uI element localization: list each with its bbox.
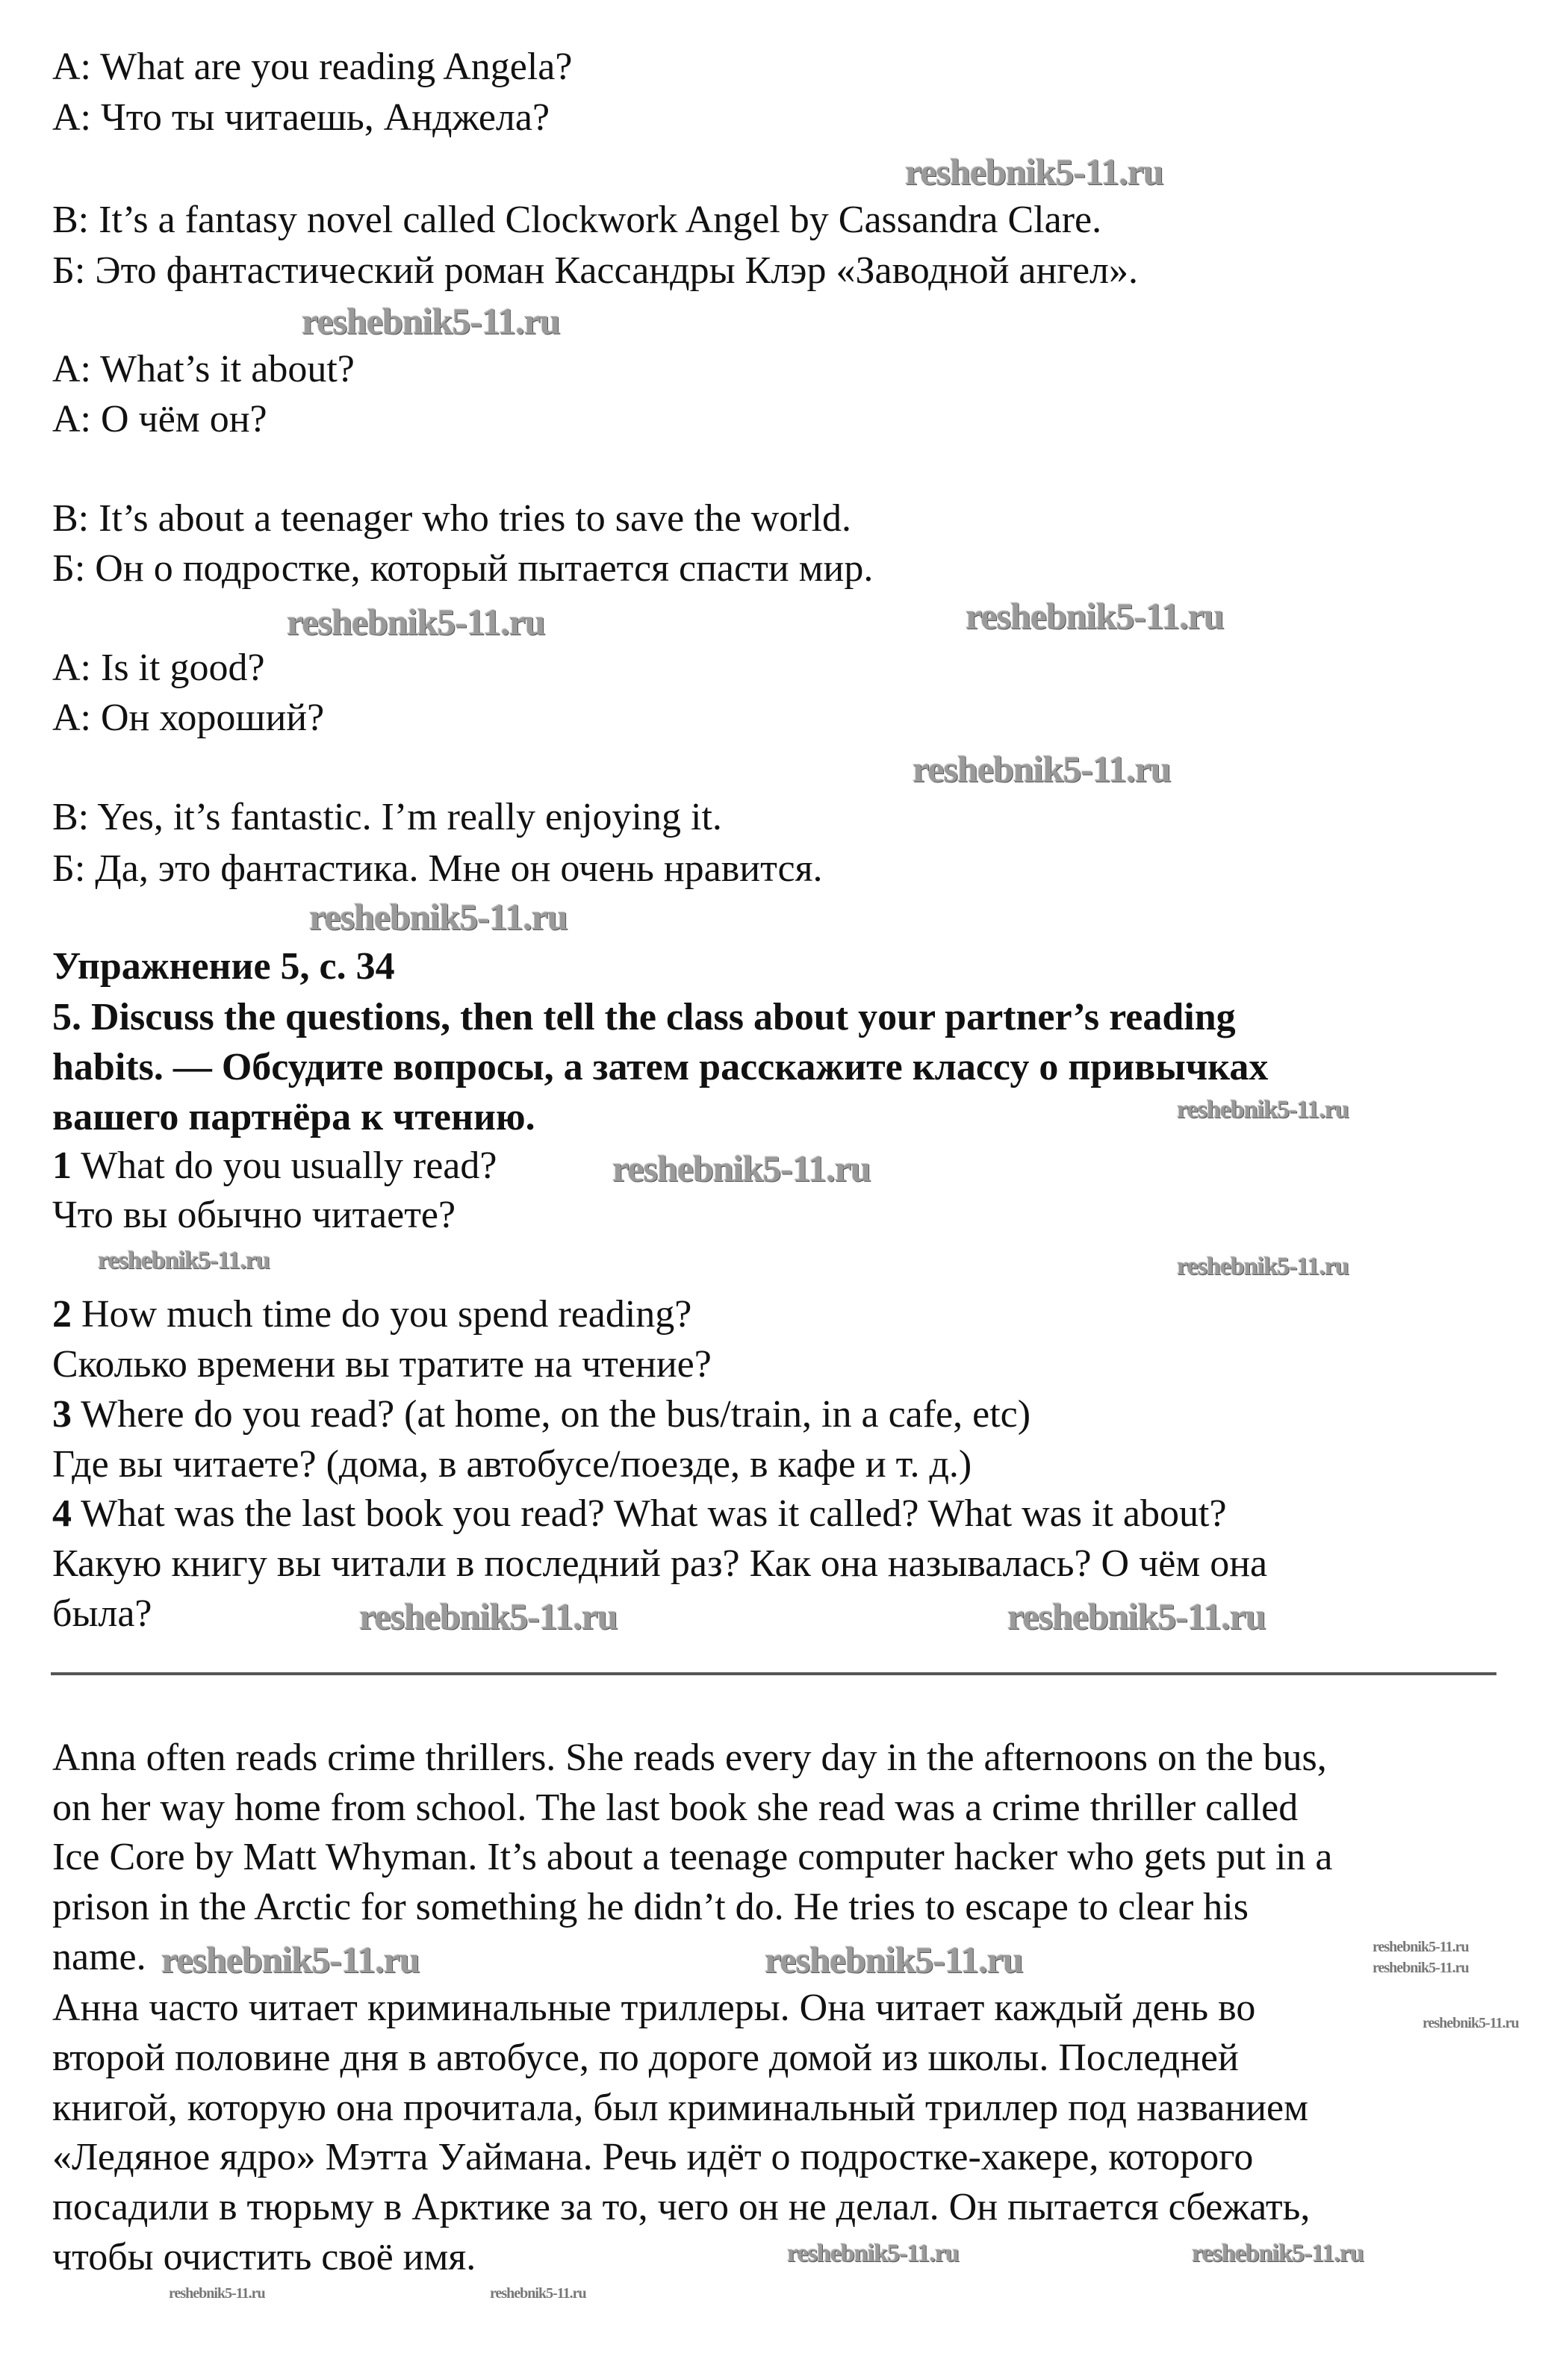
dialogue-line: B: It’s about a teenager who tries to save the world. — [52, 497, 852, 540]
question-text: What do you usually read? — [81, 1144, 497, 1187]
question-2 — [52, 1292, 691, 1337]
dialogue-line: Б: Он о подростке, который пытается спасти мир. — [52, 547, 874, 590]
watermark: reshebnik5-11.ru — [309, 896, 568, 938]
question-number: 1 — [52, 1144, 72, 1187]
question-2-ru: Сколько времени вы тратите на чтение? — [52, 1343, 712, 1386]
question-text: How much time do you spend reading? — [81, 1293, 692, 1336]
watermark: reshebnik5-11.ru — [966, 595, 1224, 637]
dialogue-line: А: О чём он? — [52, 398, 267, 440]
watermark: reshebnik5-11.ru — [1373, 1960, 1469, 1976]
exercise-task: 5. Discuss the questions, then tell the class about your partner’s reading — [52, 996, 1236, 1038]
question-text: Where do you read? (at home, on the bus/train, in a cafe, etc) — [81, 1393, 1031, 1436]
exercise-heading: Упражнение 5, с. 34 — [52, 945, 395, 988]
answer-en-line: on her way home from school. The last book she read was a crime thriller called — [52, 1786, 1299, 1829]
question-number: 3 — [52, 1393, 72, 1436]
exercise-task: вашего партнёра к чтению. — [52, 1096, 535, 1138]
answer-ru-line: посадили в тюрьму в Арктике за то, чего он не делал. Он пытается сбежать, — [52, 2186, 1311, 2228]
watermark: reshebnik5-11.ru — [161, 1939, 420, 1981]
question-4 — [52, 1492, 1227, 1536]
watermark: reshebnik5-11.ru — [98, 1247, 270, 1274]
dialogue-line: А: Что ты читаешь, Анджела? — [52, 96, 550, 139]
answer-en-line: Ice Core by Matt Whyman. It’s about a teenage computer hacker who gets put in a — [52, 1836, 1333, 1878]
watermark: reshebnik5-11.ru — [1007, 1595, 1266, 1637]
watermark: reshebnik5-11.ru — [490, 2285, 586, 2302]
answer-ru-line: чтобы очистить своё имя. — [52, 2236, 476, 2278]
divider — [51, 1672, 1496, 1675]
answer-ru-line: «Ледяное ядро» Мэтта Уаймана. Речь идёт о подростке-хакере, которого — [52, 2136, 1254, 2178]
question-text: What was the last book you read? What was it called? What was it about? — [81, 1492, 1227, 1535]
watermark: reshebnik5-11.ru — [1423, 2015, 1519, 2031]
watermark: reshebnik5-11.ru — [787, 2240, 959, 2267]
watermark: reshebnik5-11.ru — [1177, 1096, 1349, 1124]
answer-ru-line: книгой, которую она прочитала, был криминальный триллер под названием — [52, 2087, 1309, 2129]
question-4-ru: была? — [52, 1592, 152, 1635]
dialogue-line: B: It’s a fantasy novel called Clockwork Angel by Cassandra Clare. — [52, 199, 1102, 241]
question-1 — [52, 1144, 497, 1189]
answer-en-line: name. — [52, 1936, 146, 1978]
dialogue-line: A: What’s it about? — [52, 348, 355, 390]
exercise-task: habits. — Обсудите вопросы, а затем расскажите классу о привычках — [52, 1046, 1269, 1088]
answer-ru-line: Анна часто читает криминальные триллеры. Она читает каждый день во — [52, 1987, 1256, 2029]
watermark: reshebnik5-11.ru — [302, 300, 560, 342]
question-number: 2 — [52, 1293, 72, 1336]
answer-en-line: prison in the Arctic for something he didn’t do. He tries to escape to clear his — [52, 1886, 1249, 1928]
question-3-ru: Где вы читаете? (дома, в автобусе/поезде, в кафе и т. д.) — [52, 1443, 972, 1486]
watermark: reshebnik5-11.ru — [1373, 1939, 1469, 1955]
dialogue-line: B: Yes, it’s fantastic. I’m really enjoying it. — [52, 796, 722, 838]
watermark: reshebnik5-11.ru — [913, 748, 1171, 790]
watermark: reshebnik5-11.ru — [612, 1147, 871, 1189]
dialogue-line: Б: Это фантастический роман Кассандры Клэр «Заводной ангел». — [52, 249, 1138, 292]
dialogue-line: Б: Да, это фантастика. Мне он очень нравится. — [52, 847, 823, 890]
dialogue-line: А: Он хороший? — [52, 697, 325, 739]
dialogue-line: A: Is it good? — [52, 647, 265, 689]
watermark: reshebnik5-11.ru — [359, 1595, 618, 1637]
answer-ru-line: второй половине дня в автобусе, по дороге домой из школы. Последней — [52, 2037, 1239, 2079]
dialogue-line: A: What are you reading Angela? — [52, 46, 573, 88]
watermark: reshebnik5-11.ru — [765, 1939, 1023, 1981]
watermark: reshebnik5-11.ru — [169, 2285, 265, 2302]
watermark: reshebnik5-11.ru — [1177, 1253, 1349, 1280]
question-3 — [52, 1392, 1030, 1437]
question-number: 4 — [52, 1492, 72, 1535]
question-4-ru: Какую книгу вы читали в последний раз? Как она называлась? О чём она — [52, 1542, 1268, 1585]
watermark: reshebnik5-11.ru — [1192, 2240, 1364, 2267]
question-1-ru: Что вы обычно читаете? — [52, 1194, 456, 1236]
watermark: reshebnik5-11.ru — [287, 601, 545, 643]
watermark: reshebnik5-11.ru — [905, 151, 1163, 193]
answer-en-line: Anna often reads crime thrillers. She reads every day in the afternoons on the bus, — [52, 1736, 1327, 1779]
